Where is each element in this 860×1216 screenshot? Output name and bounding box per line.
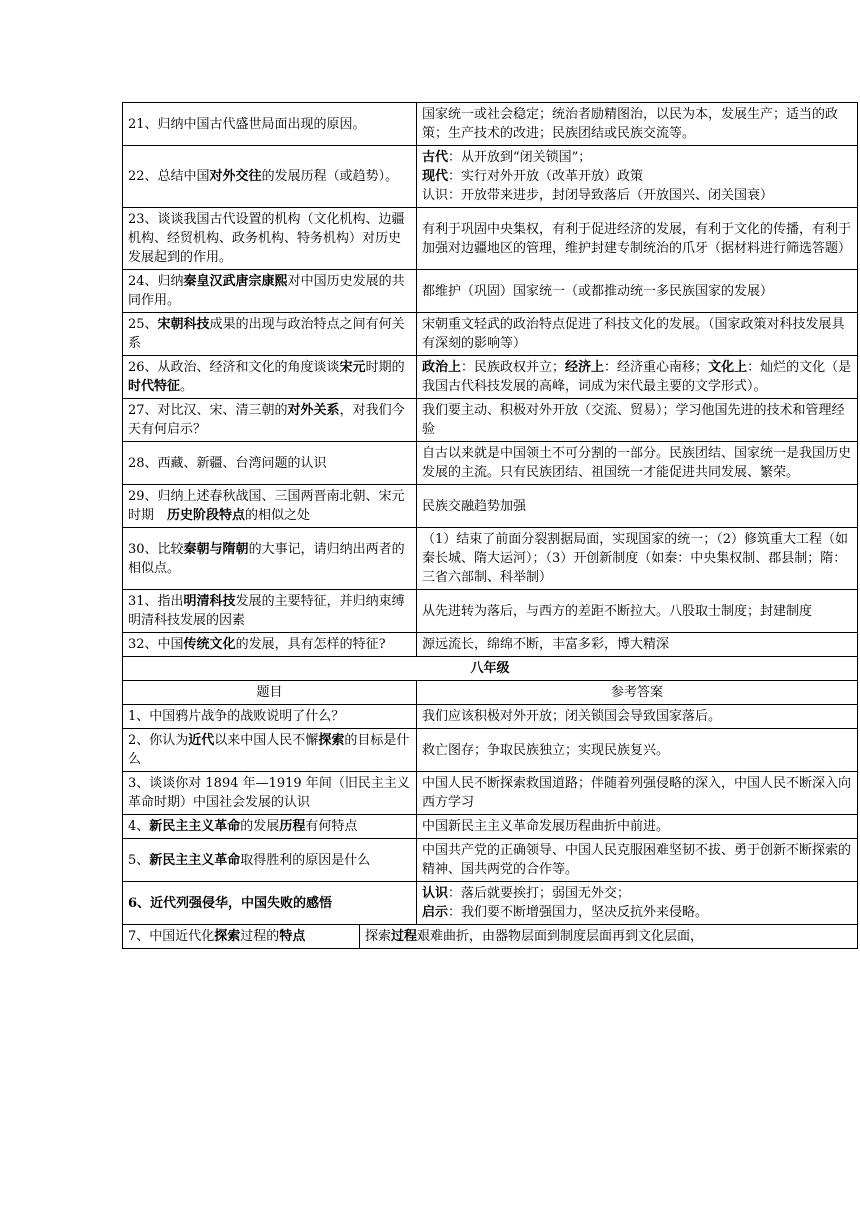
answer-cell (417, 313, 858, 356)
text: 32、中国 (128, 637, 184, 652)
qa-table (122, 102, 858, 925)
answer-cell (417, 633, 858, 657)
answer-cell (417, 528, 858, 590)
text: 我们要主动、积极对外开放（交流、贸易）；学习他国先进的技术和管理经验 (422, 403, 845, 437)
text: 的发展 (240, 819, 280, 834)
bold-text: 文化上 (708, 360, 748, 375)
question-cell (123, 485, 417, 528)
answer-line (422, 282, 852, 301)
bold-text: 现代 (422, 169, 449, 184)
text: （1）结束了前面分裂割据局面，实现国家的统一；（2）修筑重大工程（如秦长城、隋大运河）；（3）开创新制度（如秦：中央集权制、郡县制；隋：三省六部制、科举制） (422, 532, 849, 585)
text: 时期的 (365, 360, 405, 375)
text: 发展的主要特征，并归纳束缚明清科技发展的因素 (128, 594, 405, 628)
table-row (123, 925, 858, 949)
text: 5、 (128, 852, 150, 868)
table-row (123, 270, 858, 313)
text: 1、中国鸦片战争的战败说明了什么？ (128, 709, 345, 724)
text: 救亡图存；争取民族独立；实现民族复兴。 (422, 742, 670, 758)
text: ：落后就要挨打；弱国无外交； (448, 886, 631, 901)
text: 3、谈谈你对 1894 年—1919 年间（旧民主主义革命时期）中国社会发展的认识 (128, 776, 410, 810)
answer-cell (417, 705, 858, 729)
text: 的相似之处 (245, 508, 311, 523)
answer-line (422, 220, 852, 258)
text: 对中国历史发展的共同作用。 (128, 274, 405, 308)
bold-text: 探索 (214, 929, 241, 944)
document-page (122, 102, 857, 949)
question-cell (123, 270, 417, 313)
bold-text: 宋元 (339, 360, 366, 375)
question-cell (123, 633, 417, 657)
text: 23、谈谈我国古代设置的机构（文化机构、边疆机构、经贸机构、政务机构、特务机构）对历史发展起到的作用。 (128, 212, 405, 265)
bold-text: 对外交往 (209, 169, 262, 184)
table-row (123, 356, 858, 399)
question-cell (123, 590, 417, 633)
bold-text: 经济上 (565, 360, 605, 375)
bold-text: 政治上 (422, 360, 462, 375)
bold-text: 秦皇汉武唐宗康熙 (183, 274, 288, 289)
table-row (123, 590, 858, 633)
text: 的发展历程（或趋势）。 (261, 169, 399, 184)
text: 自古以来就是中国领土不可分割的一部分。民族团结、国家统一是我国历史发展的主流。只有民族团结、祖国统一才能促进共同发展、繁荣。 (422, 446, 852, 480)
bold-text: 启示 (422, 905, 449, 920)
text: 宋朝重文轻武的政治特点促进了科技文化的发展。（国家政策对科技发展具有深刻的影响等） (422, 317, 845, 351)
answer-line (422, 315, 852, 353)
bold-text: 认识 (422, 886, 449, 901)
bold-text: 特点 (279, 929, 306, 944)
text: 中国新民主主义革命发展历程曲折中前进。 (422, 819, 670, 834)
answer-line (422, 105, 852, 143)
text: 成果的出现与政治特点之间有何关系 (128, 317, 405, 351)
answer-line (422, 841, 852, 879)
bold-text: 时代特征 (128, 379, 181, 394)
answer-line (422, 401, 852, 439)
answer-line (422, 741, 852, 760)
answer-line (422, 903, 852, 922)
answer-line (422, 707, 852, 726)
question-cell (123, 705, 417, 729)
bold-text: 古代 (422, 150, 449, 165)
text: 。 (180, 379, 194, 394)
table-row (123, 528, 858, 590)
table-row (123, 313, 858, 356)
text: 30、比较 (128, 541, 184, 557)
table-row (123, 882, 858, 925)
question-cell (123, 442, 417, 485)
text: ：我们要不断增强国力，坚决反抗外来侵略。 (448, 905, 709, 920)
question-cell (123, 772, 417, 815)
table-row (123, 633, 858, 657)
bold-text: 新民主主义革命 (149, 819, 241, 834)
text: 25、 (128, 317, 158, 332)
text: 都维护（巩固）国家统一（或都推动统一多民族国家的发展） (422, 283, 774, 299)
table-row (123, 815, 858, 839)
column-header-answer: 参考答案 (417, 681, 858, 705)
answer-line (422, 817, 852, 836)
text: 认识：开放带来进步，封闭导致落后（开放国兴、闭关国衰） (422, 188, 774, 203)
text: 24、归纳 (128, 274, 184, 289)
answer-cell (417, 839, 858, 882)
answer-cell (417, 442, 858, 485)
column-header-row (123, 681, 858, 705)
text: 的目标是什么 (128, 733, 410, 767)
text: 的发展，具有怎样的特征? (235, 637, 386, 652)
answer-cell (417, 103, 858, 146)
text: 民族交融趋势加强 (422, 498, 527, 514)
table-row (123, 729, 858, 772)
answer-line (422, 635, 852, 654)
answer-cell (417, 270, 858, 313)
table-row (123, 442, 858, 485)
text: 以来中国人民不懈 (214, 733, 319, 748)
question-cell (123, 103, 417, 146)
question-cell (123, 146, 417, 208)
text: ：从开放到“闭关锁国”； (448, 150, 592, 165)
answer-line (422, 444, 852, 482)
answer-line (422, 497, 852, 516)
answer-cell (417, 772, 858, 815)
answer-line (422, 884, 852, 903)
answer-line (422, 148, 852, 167)
table-row (123, 399, 858, 442)
bold-text: 明清科技 (183, 594, 236, 609)
bold-text: 近代 (188, 733, 215, 748)
text: 艰难曲折，由器物层面到制度层面再到文化层面， (417, 929, 704, 944)
text: 有何特点 (305, 819, 358, 834)
text: 国家统一或社会稳定；统治者励精图治，以民为本，发展生产；适当的政策；生产技术的改进；民族团结或民族交流等。 (422, 107, 839, 141)
text: ：实行对外开放（改革开放）政策 (448, 169, 644, 184)
grade8-title: 八年级 (123, 657, 858, 681)
text: ：经济重心南移； (604, 360, 709, 375)
answer-line (422, 358, 852, 396)
text: 4、 (128, 819, 150, 834)
answer-line (422, 186, 852, 205)
bold-text: 宋朝科技 (157, 317, 210, 332)
text: 22、总结中国 (128, 169, 210, 184)
question-cell (123, 729, 417, 772)
answer-line (422, 530, 852, 587)
question-cell (123, 208, 417, 270)
table-row (123, 146, 858, 208)
answer-cell (417, 729, 858, 772)
text: ：民族政权并立； (461, 360, 566, 375)
bold-text: 对外关系 (287, 403, 340, 418)
bold-text: 秦朝与隋朝 (183, 541, 249, 557)
answer-cell (417, 882, 858, 925)
question-cell (123, 313, 417, 356)
answer-line (422, 774, 852, 812)
table-row (123, 839, 858, 882)
text: ：灿烂的文化（是我国古代科技发展的高峰，词成为宋代最主要的文学形式）。 (422, 360, 852, 394)
answer-line (422, 602, 852, 621)
text: 过程的 (240, 929, 280, 944)
text: 中国人民不断探索救国道路；伴随着列强侵略的深入，中国人民不断深入向西方学习 (422, 776, 852, 810)
answer-cell (360, 925, 858, 949)
bold-text: 传统文化 (183, 637, 236, 652)
question-cell (123, 356, 417, 399)
column-header-question: 题目 (123, 681, 417, 705)
answer-cell (417, 485, 858, 528)
text: 31、指出 (128, 594, 184, 609)
text: 中国共产党的正确领导、中国人民克服困难坚韧不拔、勇于创新不断探索的精神、国共两党的合作等。 (422, 843, 852, 877)
text: 2、你认为 (128, 733, 189, 748)
answer-cell (417, 146, 858, 208)
answer-cell (417, 208, 858, 270)
bold-text: 探索 (318, 733, 345, 748)
text: 探索 (365, 929, 392, 944)
table-row (123, 208, 858, 270)
table-row (123, 485, 858, 528)
question-cell (123, 528, 417, 590)
text: 29、归纳上述春秋战国、三国两晋南北朝、宋元时期 (128, 489, 405, 523)
question-cell (123, 925, 360, 949)
table-row (123, 103, 858, 146)
bold-text: 6、近代列强侵华，中国失败的感悟 (128, 895, 333, 911)
text: 27、对比汉、宋、清三朝的 (128, 403, 288, 418)
text: 我们应该积极对外开放；闭关锁国会导致国家落后。 (422, 709, 722, 724)
question-cell (123, 839, 417, 882)
last-row-table (122, 925, 858, 949)
answer-line (422, 167, 852, 186)
question-cell (123, 882, 417, 925)
answer-cell (417, 590, 858, 633)
text: 有利于巩固中央集权，有利于促进经济的发展，有利于文化的传播，有利于加强对边疆地区的管理，维护封建专制统治的爪牙（据材料进行筛选答题） (422, 221, 852, 256)
text: 28、西藏、新疆、台湾问题的认识 (128, 455, 327, 471)
bold-text: 历程 (279, 819, 306, 834)
answer-cell (417, 815, 858, 839)
bold-text: 历史阶段特点 (167, 508, 246, 523)
text: 从先进转为落后，与西方的差距不断拉大。八股取士制度；封建制度 (422, 603, 813, 619)
answer-cell (417, 356, 858, 399)
bold-text: 过程 (391, 929, 418, 944)
text: 7、中国近代化 (128, 929, 215, 944)
grade8-header-row (123, 657, 858, 681)
bold-text: 新民主主义革命 (149, 852, 241, 868)
question-cell (123, 815, 417, 839)
text: 21、归纳中国古代盛世局面出现的原因。 (128, 116, 366, 132)
text: 取得胜利的原因是什么 (240, 852, 371, 868)
answer-cell (417, 399, 858, 442)
table-row (123, 772, 858, 815)
text: 源远流长，绵绵不断，丰富多彩，博大精深 (422, 637, 670, 652)
question-cell (123, 399, 417, 442)
text: 26、从政治、经济和文化的角度谈谈 (128, 360, 340, 375)
text: 的大事记，请归纳出两者的相似点。 (128, 541, 405, 576)
table-row (123, 705, 858, 729)
text: ，对我们今天有何启示？ (128, 403, 405, 437)
